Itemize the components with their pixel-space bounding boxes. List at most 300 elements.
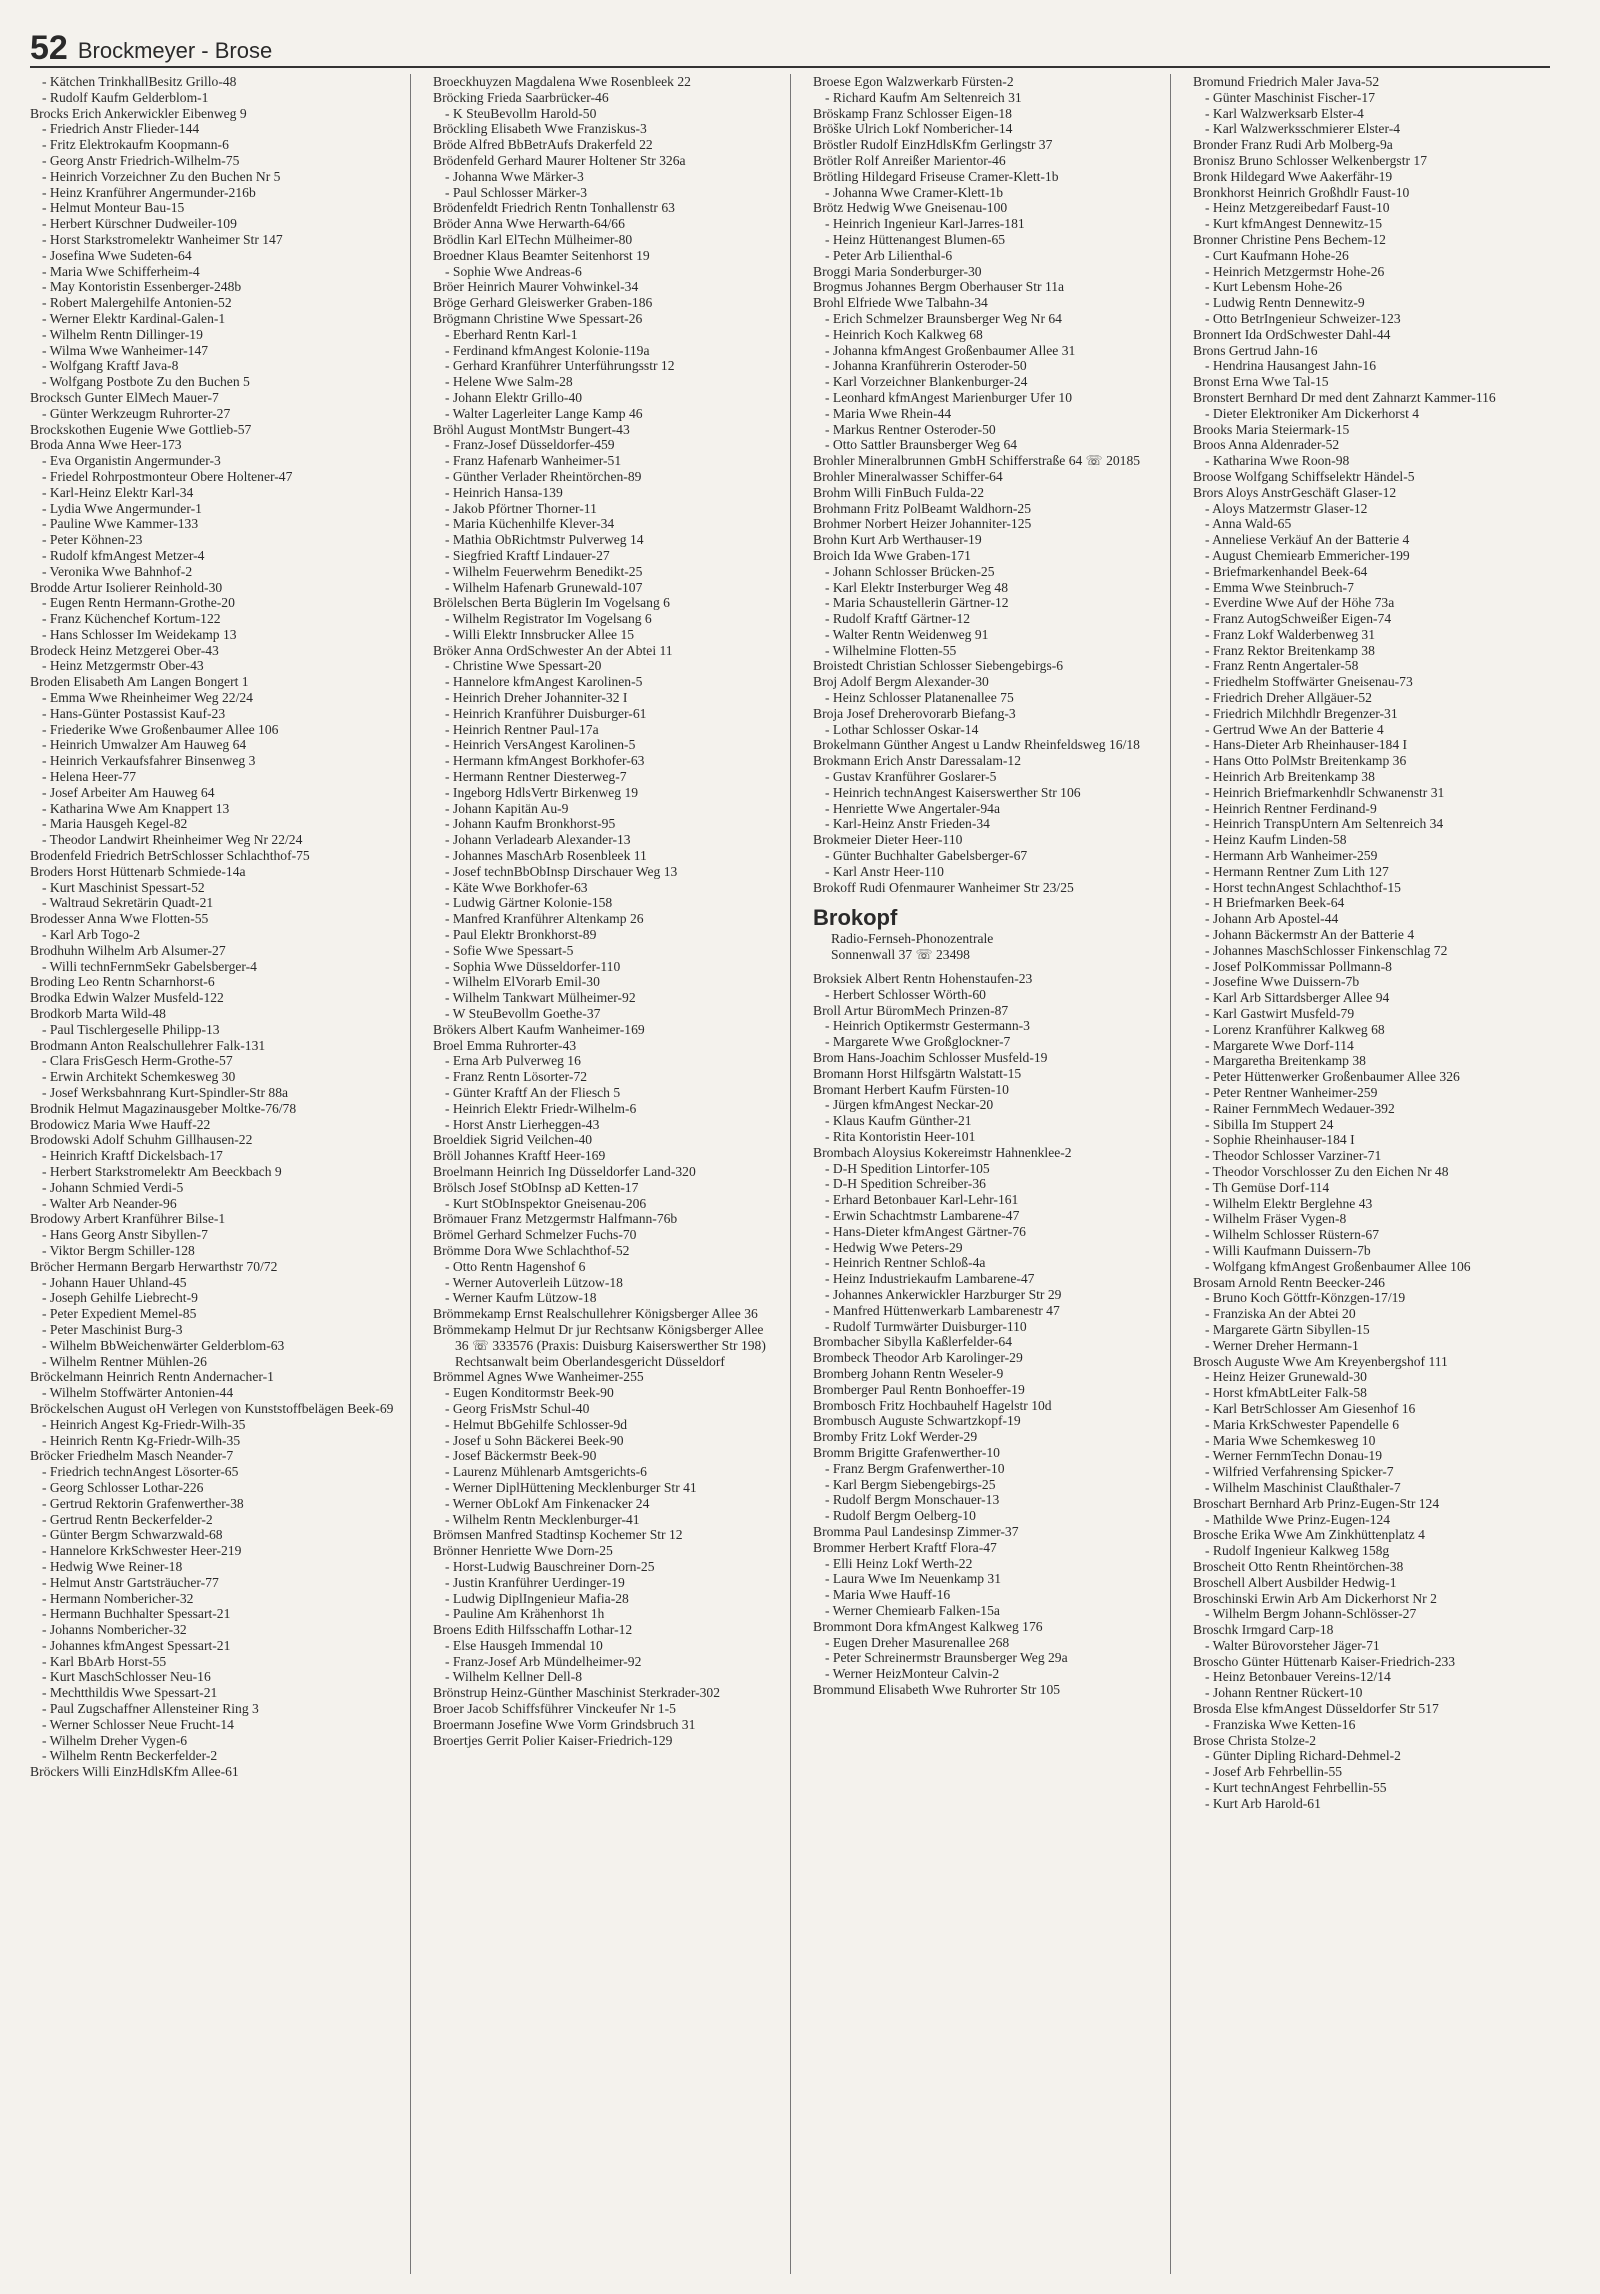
- directory-entry: - Wolfgang Kraftf Java-8: [42, 358, 179, 374]
- directory-entry: Brons Gertrud Jahn-16: [1193, 342, 1318, 358]
- directory-entry: Broese Egon Walzwerkarb Fürsten-2: [813, 74, 1014, 89]
- directory-entry: - Hans Schlosser Im Weidekamp 13: [42, 626, 237, 642]
- directory-entry: - Kurt Arb Harold-61: [1205, 1795, 1321, 1811]
- directory-entry: - Walter Bürovorsteher Jäger-71: [1205, 1637, 1380, 1653]
- directory-entry: - Heinrich Elektr Friedr-Wilhelm-6: [445, 1100, 637, 1116]
- directory-entry: Broich Ida Wwe Graben-171: [813, 547, 971, 563]
- directory-entry: Broja Josef Dreherovorarb Biefang-3: [813, 705, 1016, 721]
- directory-entry: - Jürgen kfmAngest Neckar-20: [825, 1097, 994, 1113]
- directory-entry: - Gertrud Rektorin Grafenwerther-38: [42, 1495, 244, 1511]
- directory-entry: - Maria Wwe Schemkesweg 10: [1205, 1432, 1376, 1448]
- directory-entry: - Heinz Kaufm Linden-58: [1205, 832, 1347, 848]
- directory-entry: Brodnik Helmut Magazinausgeber Moltke-76/78: [30, 1100, 297, 1116]
- directory-entry: Brömsen Manfred Stadtinsp Kochemer Str 12: [433, 1527, 683, 1543]
- directory-entry: - Heinrich Rentn Kg-Friedr-Wilh-35: [42, 1432, 241, 1448]
- directory-entry: Broksiek Albert Rentn Hohenstaufen-23: [813, 971, 1033, 987]
- directory-entry: - Wilhelm Rentner Mühlen-26: [42, 1353, 207, 1369]
- directory-entry: Bröker Anna OrdSchwester An der Abtei 11: [433, 642, 673, 658]
- directory-entry: - Hermann kfmAngest Borkhofer-63: [445, 753, 645, 769]
- directory-entry: - Gustav Kranführer Goslarer-5: [825, 769, 997, 785]
- directory-entry: Broda Anna Wwe Heer-173: [30, 437, 182, 453]
- directory-entry: - Ludwig DiplIngenieur Mafia-28: [445, 1590, 629, 1606]
- directory-entry: - Kurt StObInspektor Gneisenau-206: [445, 1195, 647, 1211]
- directory-entry: Broeldiek Sigrid Veilchen-40: [433, 1132, 593, 1148]
- directory-entry: - Johann Arb Apostel-44: [1205, 911, 1339, 927]
- directory-entry: - Wilhelm Elektr Berglehne 43: [1205, 1195, 1373, 1211]
- directory-entry: - Johann Verladearb Alexander-13: [445, 832, 631, 848]
- directory-entry: - Wilhelm Fräser Vygen-8: [1205, 1211, 1347, 1227]
- directory-entry: - Gertrud Rentn Beckerfelder-2: [42, 1511, 213, 1527]
- directory-entry: - Otto Rentn Hagenshof 6: [445, 1258, 586, 1274]
- directory-entry: - Heinrich Verkaufsfahrer Binsenweg 3: [42, 753, 256, 769]
- directory-entry: - Heinrich Angest Kg-Friedr-Wilh-35: [42, 1416, 246, 1432]
- directory-entry: - Josef Arbeiter Am Hauweg 64: [42, 784, 215, 800]
- directory-entry: - Anneliese Verkäuf An der Batterie 4: [1205, 532, 1410, 548]
- directory-entry: Brom Hans-Joachim Schlosser Musfeld-19: [813, 1050, 1048, 1066]
- directory-entry: - Hannelore kfmAngest Karolinen-5: [445, 674, 643, 690]
- directory-entry: - Erwin Architekt Schemkesweg 30: [42, 1069, 236, 1085]
- directory-entry: - Horst Starkstromelektr Wanheimer Str 147: [42, 231, 283, 247]
- directory-entry: - Wilhelm Dreher Vygen-6: [42, 1732, 188, 1748]
- directory-entry: - Rita Kontoristin Heer-101: [825, 1129, 976, 1144]
- directory-entry: Brombeck Theodor Arb Karolinger-29: [813, 1350, 1023, 1366]
- directory-entry: Brohm Willi FinBuch Fulda-22: [813, 484, 985, 500]
- directory-entry: - Werner Chemiearb Falken-15a: [825, 1602, 1000, 1618]
- directory-entry: Brors Aloys AnstrGeschäft Glaser-12: [1193, 484, 1397, 500]
- directory-entry: Bromberg Johann Rentn Weseler-9: [813, 1365, 1004, 1381]
- directory-entry: - Rudolf Bergm Oelberg-10: [825, 1508, 976, 1524]
- directory-entry: - Heinrich Metzgermstr Hohe-26: [1205, 263, 1385, 279]
- directory-entry: Broertjes Gerrit Polier Kaiser-Friedrich-129: [433, 1732, 673, 1748]
- directory-entry: Brölsch Josef StObInsp aD Ketten-17: [433, 1179, 639, 1195]
- directory-entry: - Hans-Dieter Arb Rheinhauser-184 I: [1205, 737, 1408, 753]
- directory-entry: - Pauline Wwe Kammer-133: [42, 516, 199, 532]
- directory-entry: - Hermann Rentner Diesterweg-7: [445, 769, 627, 785]
- directory-entry: - Everdine Wwe Auf der Höhe 73a: [1205, 595, 1395, 611]
- advertisement-title: Brokopf: [813, 905, 898, 931]
- directory-entry: - Christine Wwe Spessart-20: [445, 658, 602, 674]
- directory-entry: - Justin Kranführer Uerdinger-19: [445, 1574, 625, 1590]
- directory-entry: - Johanns Nombericher-32: [42, 1622, 187, 1638]
- directory-entry: - Georg FrisMstr Schul-40: [445, 1400, 590, 1416]
- directory-entry: - Jakob Pförtner Thorner-11: [445, 500, 597, 516]
- directory-entry: Bröckers Willi EinzHdlsKfm Allee-61: [30, 1764, 239, 1780]
- directory-entry: Brokelmann Günther Angest u Landw Rheinfeldsweg 16/18: [813, 737, 1140, 753]
- directory-entry: Brodesser Anna Wwe Flotten-55: [30, 911, 209, 927]
- directory-entry: Brödenfeld Gerhard Maurer Holtener Str 326a: [433, 152, 686, 168]
- directory-entry: - Siegfried Kraftf Lindauer-27: [445, 547, 610, 563]
- directory-entry: - Werner DiplHüttening Mecklenburger Str 41: [445, 1479, 697, 1495]
- directory-entry: - Friedrich Dreher Allgäuer-52: [1205, 690, 1372, 706]
- directory-entry: - Wilhelm Rentn Mecklenburger-41: [445, 1511, 640, 1527]
- directory-entry: - Willi technFernmSekr Gabelsberger-4: [42, 958, 257, 974]
- directory-entry: - Josef Werksbahnrang Kurt-Spindler-Str 88a: [42, 1085, 289, 1100]
- directory-entry: - Wilhelm Rentn Beckerfelder-2: [42, 1748, 218, 1764]
- directory-entry: - Sophie Wwe Andreas-6: [445, 263, 582, 279]
- directory-entry: - Franz Lokf Walderbenweg 31: [1205, 626, 1376, 642]
- directory-entry: - Wilhelm Registrator Im Vogelsang 6: [445, 611, 652, 627]
- directory-entry: - Werner Autoverleih Lützow-18: [445, 1274, 623, 1290]
- directory-entry: - Helmut Monteur Bau-15: [42, 200, 185, 216]
- directory-entry: - Franz Hafenarb Wanheimer-51: [445, 453, 622, 469]
- directory-entry: - Theodor Landwirt Rheinheimer Weg Nr 22/24: [42, 832, 303, 848]
- directory-entry: - Helena Heer-77: [42, 769, 137, 785]
- directory-entry: - Hermann Arb Wanheimer-259: [1205, 848, 1378, 864]
- directory-entry: - Mathilde Wwe Prinz-Eugen-124: [1205, 1511, 1391, 1527]
- directory-entry: - Horst-Ludwig Bauschreiner Dorn-25: [445, 1558, 655, 1574]
- directory-entry: Brombusch Auguste Schwartzkopf-19: [813, 1413, 1021, 1429]
- directory-entry: Brönstrup Heinz-Günther Maschinist Sterkrader-302: [433, 1685, 721, 1701]
- directory-entry: - Willi Kaufmann Duissern-7b: [1205, 1242, 1371, 1258]
- directory-entry: Broggi Maria Sonderburger-30: [813, 263, 982, 279]
- directory-entry: - Herbert Schlosser Wörth-60: [825, 986, 986, 1002]
- directory-entry: - Johannes MaschArb Rosenbleek 11: [445, 848, 647, 864]
- directory-entry: Bromund Friedrich Maler Java-52: [1193, 74, 1380, 89]
- directory-entry: - Walter Lagerleiter Lange Kamp 46: [445, 405, 643, 421]
- directory-entry: - Otto Sattler Braunsberger Weg 64: [825, 437, 1018, 453]
- directory-entry: Bröskamp Franz Schlosser Eigen-18: [813, 105, 1012, 121]
- directory-entry: - Karl Anstr Heer-110: [825, 863, 944, 879]
- directory-entry: - Walter Arb Neander-96: [42, 1195, 177, 1211]
- directory-entry: - Klaus Kaufm Günther-21: [825, 1113, 972, 1129]
- directory-entry: Bröcher Hermann Bergarb Herwarthstr 70/72: [30, 1258, 278, 1274]
- directory-entry: Broer Jacob Schiffsführer Vinckeufer Nr 1-5: [433, 1701, 676, 1717]
- directory-entry: - Heinrich Umwalzer Am Hauweg 64: [42, 737, 247, 753]
- directory-entry: - Peter Schreinermstr Braunsberger Weg 29a: [825, 1650, 1068, 1666]
- directory-entry: - Wilhelm BbWeichenwärter Gelderblom-63: [42, 1337, 285, 1353]
- directory-entry: - Rudolf kfmAngest Metzer-4: [42, 547, 205, 563]
- directory-entry: - Josef Arb Fehrbellin-55: [1205, 1764, 1343, 1780]
- directory-entry: - Wilhelm Hafenarb Grunewald-107: [445, 579, 643, 595]
- directory-entry: Brosche Erika Wwe Am Zinkhüttenplatz 4: [1193, 1527, 1425, 1543]
- directory-entry: - Friedrich technAngest Lösorter-65: [42, 1464, 239, 1480]
- directory-entry: - Gertrud Wwe An der Batterie 4: [1205, 721, 1384, 737]
- directory-entry: - Karl Elektr Insterburger Weg 48: [825, 579, 1008, 595]
- directory-entry: Broscheit Otto Rentn Rheintörchen-38: [1193, 1558, 1404, 1574]
- directory-entry: Bröške Ulrich Lokf Nombericher-14: [813, 121, 1013, 137]
- directory-entry: Broedner Klaus Beamter Seitenhorst 19: [433, 247, 650, 263]
- directory-entry: - Friedel Rohrpostmonteur Obere Holtener-47: [42, 468, 293, 484]
- directory-entry: - Heinrich VersAngest Karolinen-5: [445, 737, 636, 753]
- directory-entry: Brömauer Franz Metzgermstr Halfmann-76b: [433, 1211, 678, 1227]
- directory-entry: - Johann Bäckermstr An der Batterie 4: [1205, 927, 1415, 943]
- directory-entry: - Heinz Kranführer Angermunder-216b: [42, 184, 256, 200]
- directory-entry: - Franz Bergm Grafenwerther-10: [825, 1460, 1005, 1476]
- directory-entry: - Heinrich Arb Breitenkamp 38: [1205, 769, 1375, 785]
- directory-entry: - Rudolf Bergm Monschauer-13: [825, 1492, 1000, 1508]
- directory-entry: - Wilhelm Stoffwärter Antonien-44: [42, 1385, 234, 1401]
- directory-entry: Bromby Fritz Lokf Werder-29: [813, 1429, 978, 1445]
- directory-entry: - Eugen Rentn Hermann-Grothe-20: [42, 595, 235, 611]
- directory-entry: - K SteuBevollm Harold-50: [445, 105, 597, 121]
- directory-entry: - Heinrich Rentner Paul-17a: [445, 721, 599, 737]
- directory-entry: - Ludwig Rentn Dennewitz-9: [1205, 295, 1365, 311]
- directory-entry: - Günter Werkzeugm Ruhrorter-27: [42, 405, 231, 421]
- directory-entry: - Kurt Maschinist Spessart-52: [42, 879, 205, 895]
- directory-entry: - Henriette Wwe Angertaler-94a: [825, 800, 1000, 816]
- directory-entry: Brocksch Gunter ElMech Mauer-7: [30, 389, 219, 405]
- directory-entry: - Eberhard Rentn Karl-1: [445, 326, 578, 342]
- directory-entry: Brosam Arnold Rentn Beecker-246: [1193, 1274, 1385, 1290]
- directory-entry: - Günter Bergm Schwarzwald-68: [42, 1527, 223, 1543]
- directory-entry: - Wilhelm ElVorarb Emil-30: [445, 974, 600, 990]
- directory-entry: Brödenfeldt Friedrich Rentn Tonhallenstr 63: [433, 200, 675, 216]
- directory-entry: - Franz-Josef Arb Mündelheimer-92: [445, 1653, 642, 1669]
- directory-entry: Brohmann Fritz PolBeamt Waldhorn-25: [813, 500, 1032, 516]
- directory-entry: - Otto BetrIngenieur Schweizer-123: [1205, 310, 1401, 326]
- directory-entry: - Franz Rektor Breitenkamp 38: [1205, 642, 1375, 658]
- directory-entry: - Dieter Elektroniker Am Dickerhorst 4: [1205, 405, 1420, 421]
- directory-entry: - Willi Elektr Innsbrucker Allee 15: [445, 626, 635, 642]
- directory-entry: - Laura Wwe Im Neuenkamp 31: [825, 1571, 1002, 1587]
- directory-entry: - Theodor Schlosser Varziner-71: [1205, 1148, 1382, 1164]
- directory-entry: Brombach Aloysius Kokereimstr Hahnenklee-2: [813, 1144, 1072, 1160]
- directory-entry: - Paul Zugschaffner Allensteiner Ring 3: [42, 1701, 259, 1717]
- directory-entry: - Karl BbArb Horst-55: [42, 1653, 167, 1669]
- directory-entry: - Th Gemüse Dorf-114: [1205, 1179, 1330, 1195]
- directory-columns: [30, 74, 1550, 2274]
- directory-entry: - Wolfgang Postbote Zu den Buchen 5: [42, 374, 250, 390]
- directory-entry: - Rainer FernmMech Wedauer-392: [1205, 1100, 1395, 1116]
- directory-entry: - Johannes Ankerwickler Harzburger Str 29: [825, 1286, 1062, 1302]
- directory-entry: - Heinz Metzgermstr Ober-43: [42, 658, 204, 674]
- directory-entry: - Richard Kaufm Am Seltenreich 31: [825, 89, 1022, 105]
- directory-entry: Bronst Erna Wwe Tal-15: [1193, 374, 1329, 390]
- directory-entry: - Johann Elektr Grillo-40: [445, 389, 583, 405]
- directory-entry: Bröer Heinrich Maurer Vohwinkel-34: [433, 279, 639, 295]
- directory-entry: - Rudolf Kaufm Gelderblom-1: [42, 89, 209, 105]
- directory-entry: - Maria Wwe Hauff-16: [825, 1587, 951, 1603]
- directory-entry: - Karl BetrSchlosser Am Giesenhof 16: [1205, 1400, 1416, 1416]
- directory-entry: - Karl Bergm Siebengebirgs-25: [825, 1476, 996, 1492]
- directory-entry: Brömme Dora Wwe Schlachthof-52: [433, 1242, 630, 1258]
- directory-entry: Broelmann Heinrich Ing Düsseldorfer Land-320: [433, 1163, 696, 1179]
- directory-entry: - Heinz Schlosser Platanenallee 75: [825, 690, 1014, 706]
- directory-entry: - Hannelore KrkSchwester Heer-219: [42, 1543, 242, 1559]
- directory-entry: - Herbert Starkstromelektr Am Beeckbach 9: [42, 1163, 282, 1179]
- directory-entry: - Elli Heinz Lokf Werth-22: [825, 1555, 973, 1571]
- page-header: [30, 26, 1550, 68]
- directory-entry: - Werner Elektr Kardinal-Galen-1: [42, 310, 226, 326]
- directory-entry: - Heinz Heizer Grunewald-30: [1205, 1369, 1367, 1385]
- directory-entry: - Margaretha Breitenkamp 38: [1205, 1053, 1366, 1069]
- directory-entry: Bronk Hildegard Wwe Aakerfähr-19: [1193, 168, 1393, 184]
- directory-entry: - Briefmarkenhandel Beek-64: [1205, 563, 1368, 579]
- directory-entry: - Kätchen TrinkhallBesitz Grillo-48: [42, 74, 237, 89]
- directory-entry: Broose Wolfgang Schiffselektr Händel-5: [1193, 468, 1415, 484]
- directory-entry: - Joseph Gehilfe Liebrecht-9: [42, 1290, 198, 1306]
- directory-entry: Broj Adolf Bergm Alexander-30: [813, 674, 989, 690]
- directory-entry: - Heinrich Rentner Ferdinand-9: [1205, 800, 1377, 816]
- directory-entry: - August Chemiearb Emmericher-199: [1205, 547, 1410, 563]
- directory-column-3: [790, 74, 1170, 2274]
- advertisement-block: [813, 905, 1160, 963]
- directory-entry: Broeckhuyzen Magdalena Wwe Rosenbleek 22: [433, 74, 691, 89]
- directory-entry: - Hermann Nombericher-32: [42, 1590, 194, 1606]
- directory-entry: - Johann Kapitän Au-9: [445, 800, 569, 816]
- directory-entry: - Else Hausgeh Immendal 10: [445, 1637, 603, 1653]
- directory-entry: Brocks Erich Ankerwickler Eibenweg 9: [30, 105, 247, 121]
- directory-entry: - Helene Wwe Salm-28: [445, 374, 573, 390]
- directory-entry: - Veronika Wwe Bahnhof-2: [42, 563, 193, 579]
- directory-entry: - Viktor Bergm Schiller-128: [42, 1242, 195, 1258]
- directory-entry: - Wilhelm Rentn Dillinger-19: [42, 326, 203, 342]
- directory-entry: - Laurenz Mühlenarb Amtsgerichts-6: [445, 1464, 647, 1480]
- directory-entry: Brosch Auguste Wwe Am Kreyenbergshof 111: [1193, 1353, 1448, 1369]
- directory-entry: - Heinz Industriekaufm Lambarene-47: [825, 1271, 1035, 1287]
- directory-entry: - Clara FrisGesch Herm-Grothe-57: [42, 1053, 233, 1069]
- directory-entry: - Peter Hüttenwerker Großenbaumer Allee 326: [1205, 1069, 1460, 1085]
- directory-entry: - Werner FernmTechn Donau-19: [1205, 1448, 1383, 1464]
- directory-entry: Broscho Günter Hüttenarb Kaiser-Friedrich-233: [1193, 1653, 1456, 1669]
- directory-entry: - Heinz Hüttenangest Blumen-65: [825, 231, 1006, 247]
- directory-entry: - Johann Kaufm Bronkhorst-95: [445, 816, 616, 832]
- directory-entry: - Georg Anstr Friedrich-Wilhelm-75: [42, 152, 240, 168]
- directory-entry: Brokoff Rudi Ofenmaurer Wanheimer Str 23/25: [813, 879, 1074, 895]
- advertisement-line: Sonnenwall 37 ☏ 23498: [831, 947, 970, 963]
- directory-entry: - Johann Schmied Verdi-5: [42, 1179, 184, 1195]
- directory-entry: - Hedwig Wwe Reiner-18: [42, 1558, 183, 1574]
- directory-entry: - Wilhelm Schlosser Rüstern-67: [1205, 1227, 1380, 1243]
- directory-entry: - Werner HeizMonteur Calvin-2: [825, 1666, 1000, 1682]
- directory-entry: - H Briefmarken Beek-64: [1205, 895, 1345, 911]
- directory-entry: Broschart Bernhard Arb Prinz-Eugen-Str 124: [1193, 1495, 1440, 1511]
- directory-entry: Brohmer Norbert Heizer Johanniter-125: [813, 516, 1032, 532]
- directory-entry: - Heinrich Ingenieur Karl-Jarres-181: [825, 216, 1025, 232]
- directory-entry: - Heinrich Hansa-139: [445, 484, 563, 500]
- directory-entry: - Robert Malergehilfe Antonien-52: [42, 295, 232, 311]
- directory-entry: Bröstler Rudolf EinzHdlsKfm Gerlingstr 37: [813, 137, 1053, 153]
- directory-entry: - Peter Expedient Memel-85: [42, 1306, 197, 1322]
- directory-entry: Broos Anna Aldenrader-52: [1193, 437, 1340, 453]
- directory-entry: Brömmekamp Ernst Realschullehrer Königsberger Allee 36: [433, 1306, 758, 1322]
- directory-entry: - Karl-Heinz Elektr Karl-34: [42, 484, 194, 500]
- directory-entry: - Franz Rentn Lösorter-72: [445, 1069, 588, 1085]
- directory-entry: - Karl Walzwerksarb Elster-4: [1205, 105, 1364, 121]
- directory-entry: - Heinz Betonbauer Vereins-12/14: [1205, 1669, 1391, 1685]
- page-number: 52: [30, 29, 68, 67]
- directory-entry: - Heinrich Optikermstr Gestermann-3: [825, 1018, 1030, 1034]
- directory-entry: Bromann Horst Hilfsgärtn Walstatt-15: [813, 1065, 1022, 1081]
- directory-entry: - Heinrich technAngest Kaiserswerther Str 106: [825, 784, 1081, 800]
- directory-entry: - Ludwig Gärtner Kolonie-158: [445, 895, 613, 911]
- directory-entry: - Pauline Am Krähenhorst 1h: [445, 1606, 605, 1622]
- directory-entry: Broschinski Erwin Arb Am Dickerhorst Nr 2: [1193, 1590, 1437, 1606]
- directory-entry: - Kurt kfmAngest Dennewitz-15: [1205, 216, 1383, 232]
- directory-entry: - Helmut Anstr Gartsträucher-77: [42, 1574, 219, 1590]
- directory-entry: - Peter Köhnen-23: [42, 532, 143, 548]
- directory-entry: - Lydia Wwe Angermunder-1: [42, 500, 202, 516]
- directory-entry: - Heinrich TranspUntern Am Seltenreich 34: [1205, 816, 1444, 832]
- directory-entry: - Sibilla Im Stuppert 24: [1205, 1116, 1334, 1132]
- directory-entry: - Anna Wald-65: [1205, 516, 1292, 532]
- directory-entry: - Johanna Kranführerin Osteroder-50: [825, 358, 1027, 374]
- directory-entry: - Maria Küchenhilfe Klever-34: [445, 516, 615, 532]
- directory-entry: - Emma Wwe Rheinheimer Weg 22/24: [42, 690, 253, 706]
- directory-column-4: [1170, 74, 1550, 2274]
- directory-entry: - Werner Kaufm Lützow-18: [445, 1290, 597, 1306]
- directory-entry: - Friederike Wwe Großenbaumer Allee 106: [42, 721, 279, 737]
- directory-entry: Bronstert Bernhard Dr med dent Zahnarzt Kammer-116: [1193, 389, 1496, 405]
- directory-entry: - Georg Schlosser Lothar-226: [42, 1479, 204, 1495]
- directory-entry: - Horst kfmAbtLeiter Falk-58: [1205, 1385, 1367, 1401]
- directory-entry: - Peter Rentner Wanheimer-259: [1205, 1085, 1378, 1100]
- directory-entry: Brömel Gerhard Schmelzer Fuchs-70: [433, 1227, 637, 1243]
- directory-entry: Bronner Christine Pens Bechem-12: [1193, 231, 1386, 247]
- directory-entry: Bröcking Frieda Saarbrücker-46: [433, 89, 609, 105]
- directory-entry: Brodowicz Maria Wwe Hauff-22: [30, 1116, 211, 1132]
- directory-entry: Bröde Alfred BbBetrAufs Drakerfeld 22: [433, 137, 653, 153]
- directory-entry: Brodowski Adolf Schuhm Gillhausen-22: [30, 1132, 253, 1148]
- directory-entry: - Bruno Koch Göttfr-Könzgen-17/19: [1205, 1290, 1406, 1306]
- directory-entry: - Maria Hausgeh Kegel-82: [42, 816, 188, 832]
- directory-entry: - Wilfried Verfahrensing Spicker-7: [1205, 1464, 1394, 1480]
- directory-entry: - Lothar Schlosser Oskar-14: [825, 721, 979, 737]
- directory-entry: Broders Horst Hüttenarb Schmiede-14a: [30, 863, 246, 879]
- directory-entry: - Erwin Schachtmstr Lambarene-47: [825, 1207, 1020, 1223]
- directory-entry: - Friedrich Milchhdlr Bregenzer-31: [1205, 705, 1398, 721]
- directory-entry: Broermann Josefine Wwe Vorm Grindsbruch 31: [433, 1716, 696, 1732]
- directory-entry: Bröhl August MontMstr Bungert-43: [433, 421, 630, 437]
- directory-entry: Bromma Paul Landesinsp Zimmer-37: [813, 1523, 1019, 1539]
- directory-entry: Brose Christa Stolze-2: [1193, 1732, 1317, 1748]
- directory-entry: - Günter Kraftf An der Fliesch 5: [445, 1085, 621, 1100]
- directory-entry: - Theodor Vorschlosser Zu den Eichen Nr 48: [1205, 1163, 1449, 1179]
- directory-entry: - Margarete Gärtn Sibyllen-15: [1205, 1321, 1370, 1337]
- running-head: Brockmeyer - Brose: [77, 38, 273, 63]
- directory-entry: Brögmann Christine Wwe Spessart-26: [433, 310, 643, 326]
- directory-entry: - Ingeborg HdlsVertr Birkenweg 19: [445, 784, 639, 800]
- directory-entry: Bronder Franz Rudi Arb Molberg-9a: [1193, 137, 1393, 153]
- directory-entry: - Paul Elektr Bronkhorst-89: [445, 927, 597, 943]
- directory-entry: Brötler Rolf Anreißer Marientor-46: [813, 152, 1006, 168]
- directory-entry: - Karl-Heinz Anstr Frieden-34: [825, 816, 990, 832]
- directory-entry: - Eugen Konditormstr Beek-90: [445, 1385, 614, 1401]
- directory-entry: Bröckelmann Heinrich Rentn Andernacher-1: [30, 1369, 274, 1385]
- directory-entry: Bromant Herbert Kaufm Fürsten-10: [813, 1081, 1009, 1097]
- directory-entry: Brokmann Erich Anstr Daressalam-12: [813, 753, 1022, 769]
- directory-entry: - Josefina Wwe Sudeten-64: [42, 247, 192, 263]
- directory-entry: Brohn Kurt Arb Werthauser-19: [813, 532, 982, 548]
- directory-entry: Brommund Elisabeth Wwe Ruhrorter Str 105: [813, 1681, 1061, 1697]
- directory-entry: - Hans-Dieter kfmAngest Gärtner-76: [825, 1223, 1026, 1239]
- directory-entry: Bröcker Friedhelm Masch Neander-7: [30, 1448, 234, 1464]
- directory-entry: - Paul Tischlergeselle Philipp-13: [42, 1021, 220, 1037]
- directory-entry: - Johannes kfmAngest Spessart-21: [42, 1637, 231, 1653]
- directory-entry: - Sophia Wwe Düsseldorfer-110: [445, 958, 621, 974]
- directory-entry: - Maria Wwe Rhein-44: [825, 405, 952, 421]
- directory-entry: - Emma Wwe Steinbruch-7: [1205, 579, 1354, 595]
- directory-entry: - Maria Schaustellerin Gärtner-12: [825, 595, 1009, 611]
- directory-entry: - Wilhelmine Flotten-55: [825, 642, 957, 658]
- directory-entry: - Hedwig Wwe Peters-29: [825, 1239, 963, 1255]
- directory-entry: Brodmann Anton Realschullehrer Falk-131: [30, 1037, 266, 1053]
- directory-entry: Bröckelschen August oH Verlegen von Kunststoffbelägen Beek-69: [30, 1400, 394, 1416]
- directory-entry: - Josef u Sohn Bäckerei Beek-90: [445, 1432, 624, 1448]
- directory-entry: Broding Leo Rentn Scharnhorst-6: [30, 974, 215, 990]
- directory-entry: - Eugen Dreher Masurenallee 268: [825, 1634, 1010, 1650]
- directory-entry: Brokmeier Dieter Heer-110: [813, 832, 963, 848]
- directory-entry: Brohler Mineralwasser Schiffer-64: [813, 468, 1003, 484]
- directory-entry: Brötling Hildegard Friseuse Cramer-Klett-1b: [813, 168, 1059, 184]
- directory-entry: - Rudolf Turmwärter Duisburger-110: [825, 1318, 1027, 1334]
- directory-entry: Brohl Elfriede Wwe Talbahn-34: [813, 295, 988, 311]
- directory-entry: Brooks Maria Steiermark-15: [1193, 421, 1350, 437]
- directory-entry: - Wolfgang kfmAngest Großenbaumer Allee 106: [1205, 1258, 1471, 1274]
- directory-entry: - Johanna kfmAngest Großenbaumer Allee 31: [825, 342, 1076, 358]
- directory-entry: - Josefine Wwe Duissern-7b: [1205, 974, 1360, 990]
- directory-entry: - Leonhard kfmAngest Marienburger Ufer 10: [825, 389, 1072, 405]
